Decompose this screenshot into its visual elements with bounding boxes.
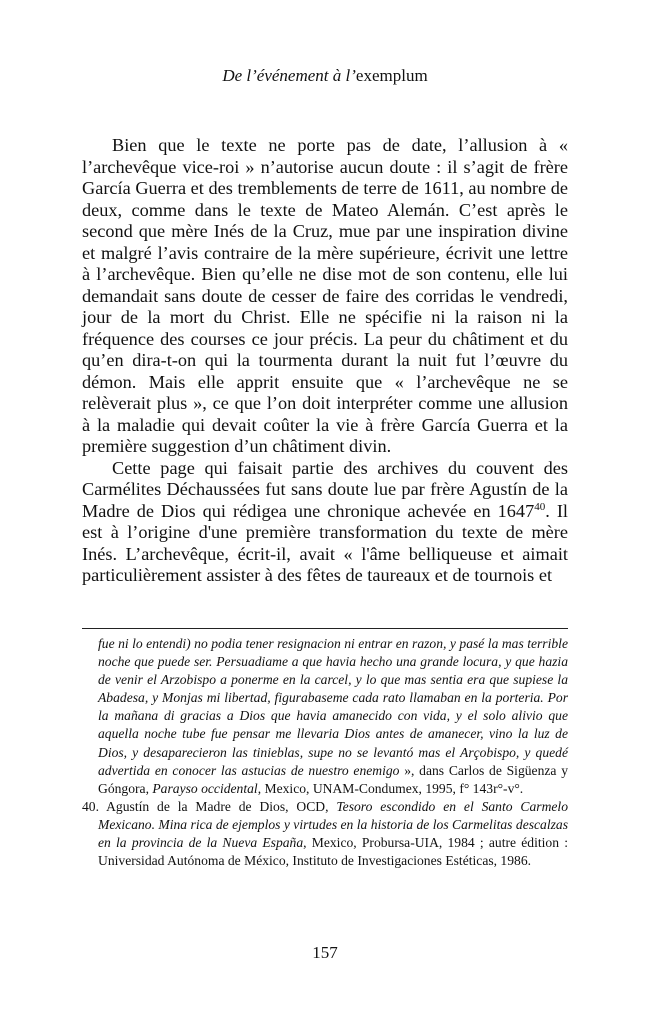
footnote-continuation-ref: , Mexico, UNAM-Condumex, 1995, f° 143r°-v°. (257, 780, 524, 796)
footnote-40-author: Agustín de la Madre de Dios, OCD, (99, 798, 337, 814)
footnote-40-title: Tesoro escondido en el Santo Carmelo Mexicano. Mina rica de ejemplos y virtudes en la historia de los Carmelitas descalzas en la provincia de la Nueva España (98, 798, 568, 851)
footnote-separator (82, 628, 568, 629)
footnote-ref-40[interactable]: 40 (534, 500, 546, 513)
footnote-continuation-quote: fue ni lo entendi) no podia tener resignacion ni entrar en razon, y pasé la mas terrible noche que puede ser. Persuadiame a que havia hecho una grande locura, y que hazia de venir el Arzobispo a ponerme en la carcel, y lo que mas sentia era que supiese la Abadesa, y Monjas mi libertad, figurabaseme cada rato llamaban en la porteria. Por la mañana di gracias a Dios que havia amanecido con vida, y el solo alivio que aquella noche tube fue pensar me llevaria Dios antes de amanecer, vino la luz de Dios, y desaparecieron las tinieblas, supe no se levantó mas el Arçobispo, y quedé advertida en conocer las astucias de nuestro enemigo (98, 636, 568, 778)
paragraph-2-end: . Il est à l’origine d'une première transformation du texte de mère Inés. L’archevêque, écrit-il, avait « l'âme belliqueuse et aimait particulièrement assister à des fêtes de taureaux et de tournois et (82, 500, 568, 585)
footnote-40-number: 40. (82, 798, 99, 814)
paragraph-2-start: Cette page qui faisait partie des archives du couvent des Carmélites Déchaussées fut sans doute lue par frère Agustín de la Madre de Dios qui rédigea une chronique achevée en 1647 (82, 457, 568, 521)
footnote-continuation (82, 635, 568, 798)
footnote-40 (82, 798, 568, 870)
running-head-roman: exemplum (355, 66, 428, 85)
paragraph-1: Bien que le texte ne porte pas de date, l’allusion à « l’archevêque vice-roi » n’autorise aucun doute : il s’agit de frère García Guerra et des tremblements de terre de 1611, au nombre de deux, comme dans le texte de Mateo Alemán. C’est après le second que mère Inés de la Cruz, mue par une inspiration divine et malgré l’avis contraire de la mère supérieure, écrivit une lettre à l’archevêque. Bien qu’elle ne dise mot de son contenu, elle lui demandait sans doute de cesser de faire des corridas le vendredi, jour de la mort du Christ. Elle ne spécifie ni la raison ni la fréquence des courses ce jour précis. La peur du châtiment et du qu’en dira-t-on qui la tourmenta durant la nuit fut l’œuvre du démon. Mais elle apprit ensuite que « l’archevêque ne se relèverait plus », ce que l’on doit interpréter comme une allusion à la maladie qui devait coûter la vie à frère García Guerra et la première suggestion d’un châtiment divin. (82, 135, 568, 456)
footnotes (82, 635, 568, 870)
running-head-italic: De l’événement à l’ (222, 66, 356, 85)
footnote-continuation-source: », dans Carlos de Sigüenza y Góngora, (98, 762, 568, 796)
footnote-40-publication: , Mexico, Probursa-UIA, 1984 ; autre édition : Universidad Autónoma de México, Instituto de Investigaciones Estéticas, 1986. (98, 835, 568, 869)
running-head (0, 66, 650, 86)
paragraph-2 (82, 458, 568, 587)
main-text (82, 135, 568, 587)
footnote-continuation-title: Parayso occidental (152, 780, 258, 796)
page-number: 157 (312, 943, 338, 962)
